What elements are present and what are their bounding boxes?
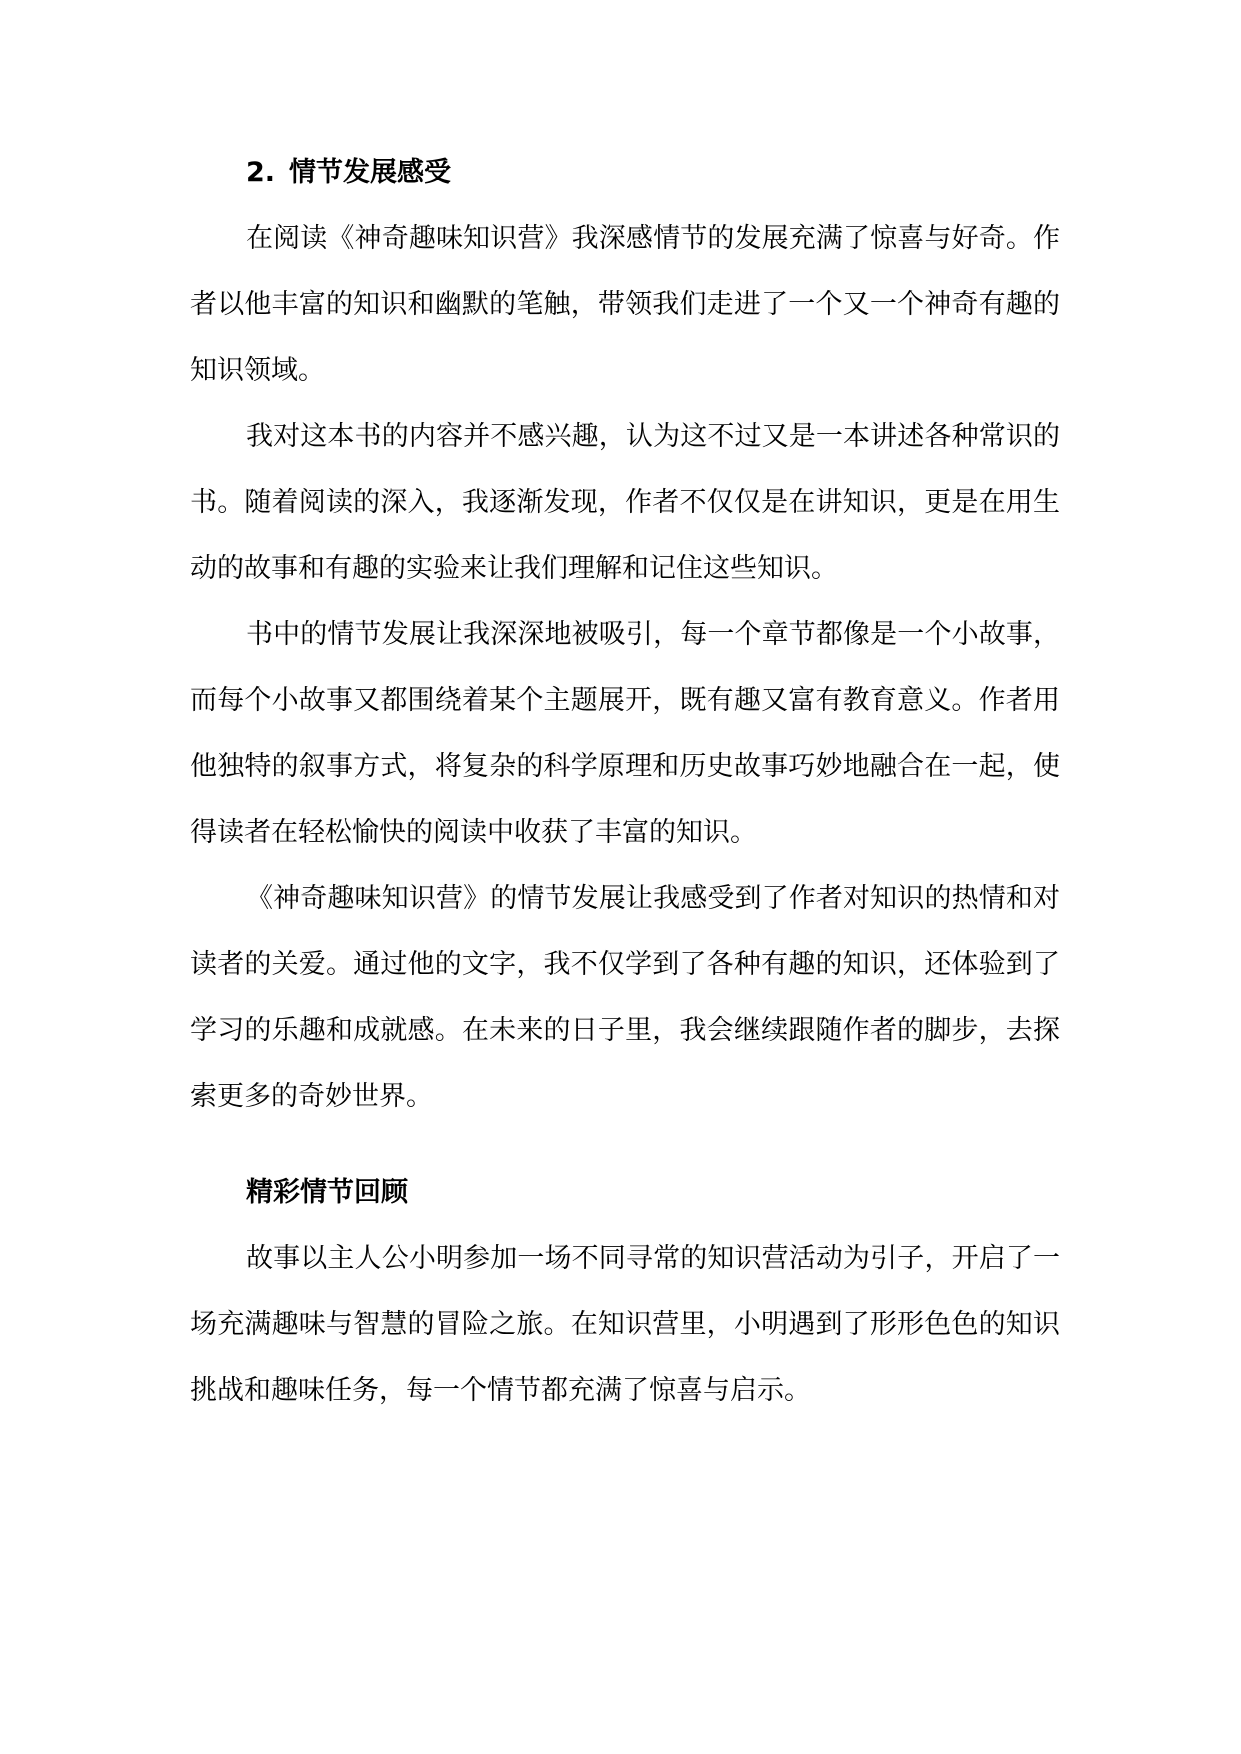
section-number: 2. <box>246 157 276 188</box>
page-content <box>190 140 1060 1424</box>
paragraph: 书中的情节发展让我深深地被吸引，每一个章节都像是一个小故事，而每个小故事又都围绕着某个主题展开，既有趣又富有教育意义。作者用他独特的叙事方式，将复杂的科学原理和历史故事巧妙地融合在一起，使得读者在轻松愉快的阅读中收获了丰富的知识。 <box>190 619 1060 848</box>
section-title: 精彩情节回顾 <box>246 1177 408 1208</box>
section-title: 情节发展感受 <box>289 157 452 188</box>
paragraph: 我对这本书的内容并不感兴趣，认为这不过又是一本讲述各种常识的书。随着阅读的深入，我逐渐发现，作者不仅仅是在讲知识，更是在用生动的故事和有趣的实验来让我们理解和记住这些知识。 <box>190 421 1060 584</box>
paragraph: 《神奇趣味知识营》的情节发展让我感受到了作者对知识的热情和对读者的关爱。通过他的文字，我不仅学到了各种有趣的知识，还体验到了学习的乐趣和成就感。在未来的日子里，我会继续跟随作者的脚步，去探索更多的奇妙世界。 <box>190 883 1060 1112</box>
section-heading-plot-review <box>190 1160 1060 1226</box>
section-heading-plot-feelings <box>190 140 1060 206</box>
paragraph: 在阅读《神奇趣味知识营》我深感情节的发展充满了惊喜与好奇。作者以他丰富的知识和幽默的笔触，带领我们走进了一个又一个神奇有趣的知识领域。 <box>190 223 1060 386</box>
paragraph: 故事以主人公小明参加一场不同寻常的知识营活动为引子，开启了一场充满趣味与智慧的冒险之旅。在知识营里，小明遇到了形形色色的知识挑战和趣味任务，每一个情节都充满了惊喜与启示。 <box>190 1243 1060 1406</box>
